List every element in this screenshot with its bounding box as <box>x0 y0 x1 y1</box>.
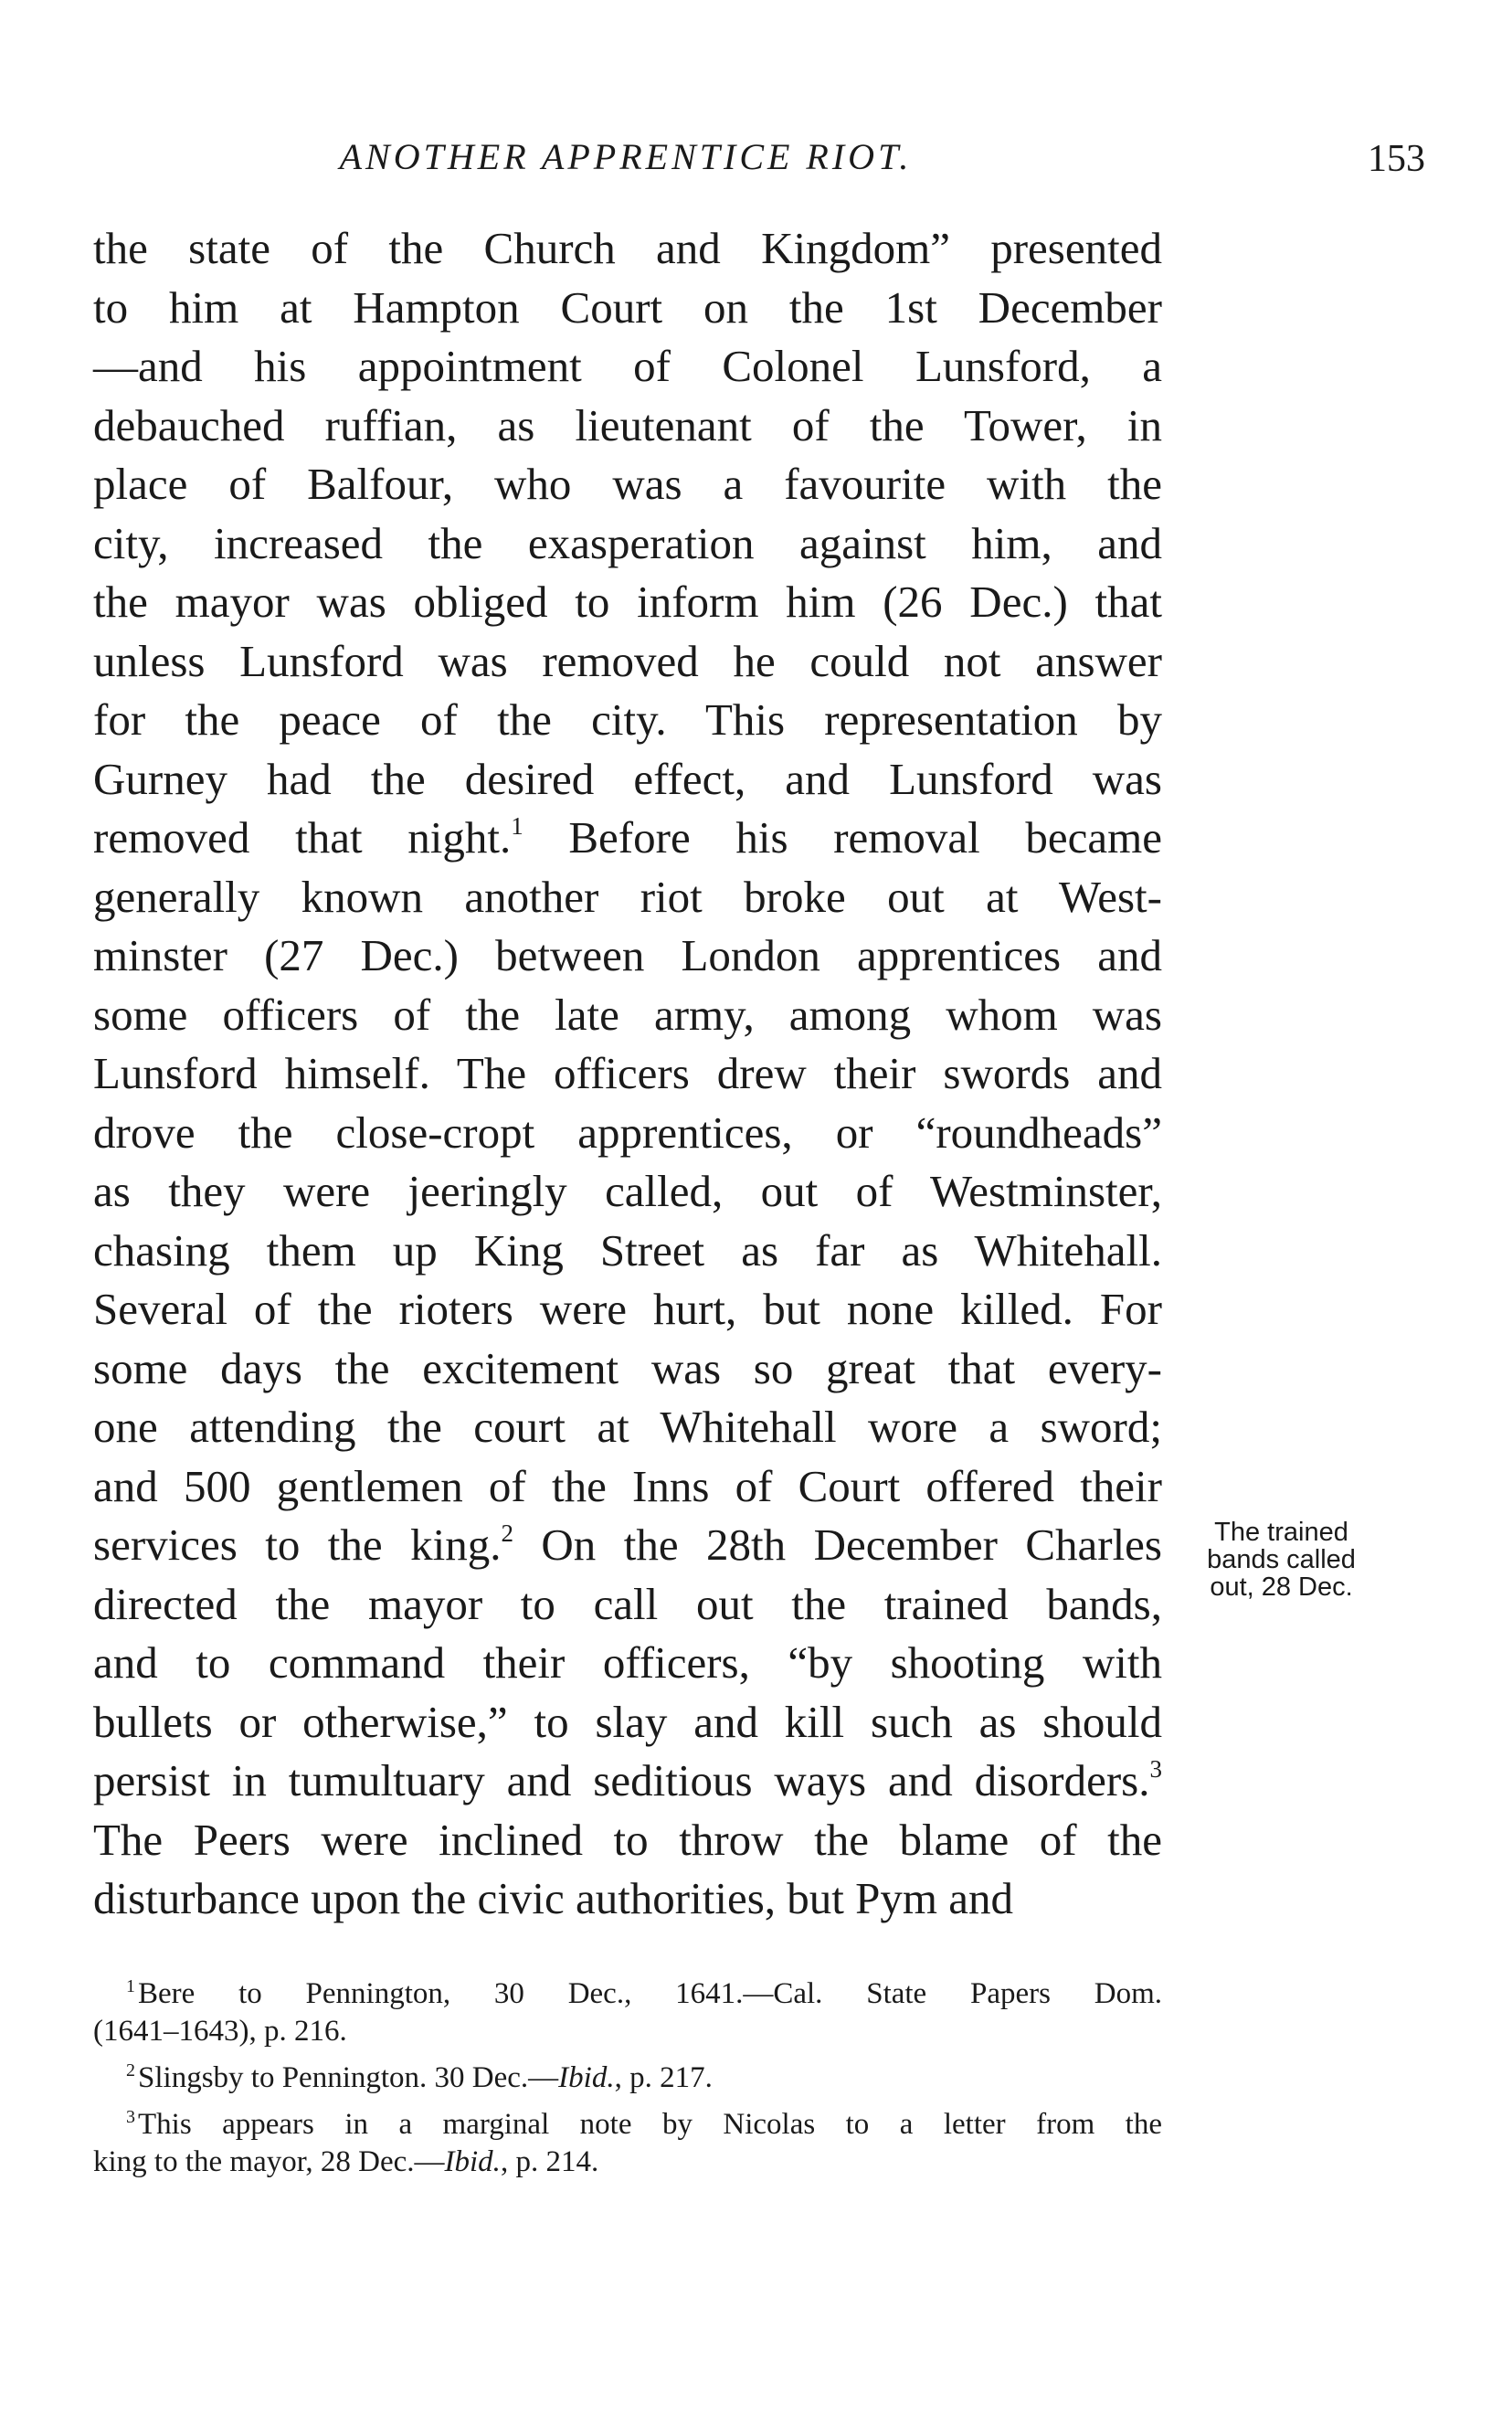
body-line: directed the mayor to call out the trained bands, <box>93 1578 1162 1629</box>
body-line: Lunsford himself. The officers drew their swords and <box>93 1048 1162 1098</box>
body-line: to him at Hampton Court on the 1st December <box>93 281 1162 333</box>
footnote-number: 2 <box>126 2060 135 2080</box>
body-line-text: services to the king. <box>93 1519 502 1570</box>
footnote-2 <box>93 2059 1162 2097</box>
body-line: unless Lunsford was removed he could not answer <box>93 635 1162 686</box>
body-line: Several of the rioters were hurt, but none killed. For <box>93 1284 1162 1334</box>
body-line-text: persist in tumultuary and seditious ways and disorders. <box>93 1755 1150 1805</box>
footnote-1-continuation: (1641–1643), p. 216. <box>93 2015 347 2048</box>
footnote-reference-2: 2 <box>501 1519 513 1547</box>
body-line: bullets or otherwise,” to slay and kill such as should <box>93 1696 1162 1747</box>
footnote-reference-3: 3 <box>1149 1755 1162 1783</box>
marginal-sidenote <box>1174 1519 1389 1601</box>
footnote-reference-1: 1 <box>511 812 523 840</box>
sidenote-line: The trained <box>1214 1518 1348 1547</box>
page-number: 153 <box>1368 138 1425 180</box>
body-line: generally known another riot broke out at West- <box>93 871 1162 922</box>
footnote-3 <box>93 2106 1162 2144</box>
body-line: city, increased the exasperation against him, and <box>93 517 1162 568</box>
body-line: disturbance upon the civic authorities, but Pym and <box>93 1873 1014 1923</box>
footnote-ibid: Ibid. <box>444 2145 501 2178</box>
footnote-text: king to the mayor, 28 Dec.— <box>93 2145 445 2178</box>
body-line: one attending the court at Whitehall wore a sword; <box>93 1402 1162 1452</box>
body-line: Gurney had the desired effect, and Lunsford was <box>93 753 1162 804</box>
body-line: the state of the Church and Kingdom” presented <box>93 223 1162 273</box>
footnote-ibid: Ibid. <box>558 2061 615 2094</box>
footnote-text: , p. 214. <box>500 2145 599 2178</box>
body-line: debauched ruffian, as lieutenant of the Tower, in <box>93 399 1162 450</box>
body-line <box>93 809 1162 868</box>
footnote-text: This appears in a marginal note by Nicolas to a letter from the <box>138 2108 1162 2141</box>
footnote-number: 1 <box>126 1976 135 1996</box>
body-line <box>93 1516 1162 1575</box>
body-line: the mayor was obliged to inform him (26 Dec.) that <box>93 577 1162 627</box>
body-line-text: Before his removal became <box>568 812 1162 863</box>
footnote-1 <box>93 1975 1162 2013</box>
body-line: chasing them up King Street as far as Whitehall. <box>93 1224 1162 1276</box>
footnote-text: Bere to Pennington, 30 Dec., 1641.—Cal. State Papers Dom. <box>138 1977 1162 2010</box>
body-text <box>93 219 1162 1929</box>
body-line-text: removed that night. <box>93 812 512 863</box>
body-line: The Peers were inclined to throw the blame of the <box>93 1814 1162 1865</box>
body-line: and 500 gentlemen of the Inns of Court offered their <box>93 1460 1162 1511</box>
body-line <box>93 1752 1162 1811</box>
footnote-number: 3 <box>126 2107 135 2127</box>
footnotes <box>93 1975 1162 2181</box>
footnote-3-continuation <box>93 2144 1162 2181</box>
body-line: as they were jeeringly called, out of Westminster, <box>93 1166 1162 1216</box>
footnote-text: Slingsby to Pennington. 30 Dec.— <box>138 2061 559 2094</box>
body-line: minster (27 Dec.) between London apprentices and <box>93 930 1162 980</box>
body-line: drove the close-cropt apprentices, or “roundheads” <box>93 1106 1162 1158</box>
footnote-text: , p. 217. <box>614 2061 713 2094</box>
body-line: —and his appointment of Colonel Lunsford, a <box>93 341 1162 391</box>
body-line: for the peace of the city. This representation by <box>93 694 1162 745</box>
body-line-text: On the 28th December Charles <box>541 1519 1163 1570</box>
sidenote-line: out, 28 Dec. <box>1210 1572 1353 1602</box>
body-line: some days the excitement was so great that every- <box>93 1342 1162 1393</box>
body-line: place of Balfour, who was a favourite with the <box>93 459 1162 509</box>
running-head: ANOTHER APPRENTICE RIOT. <box>339 136 913 177</box>
body-line: some officers of the late army, among whom was <box>93 989 1162 1040</box>
sidenote-line: bands called <box>1207 1545 1356 1574</box>
body-line: and to command their officers, “by shooting with <box>93 1637 1162 1688</box>
